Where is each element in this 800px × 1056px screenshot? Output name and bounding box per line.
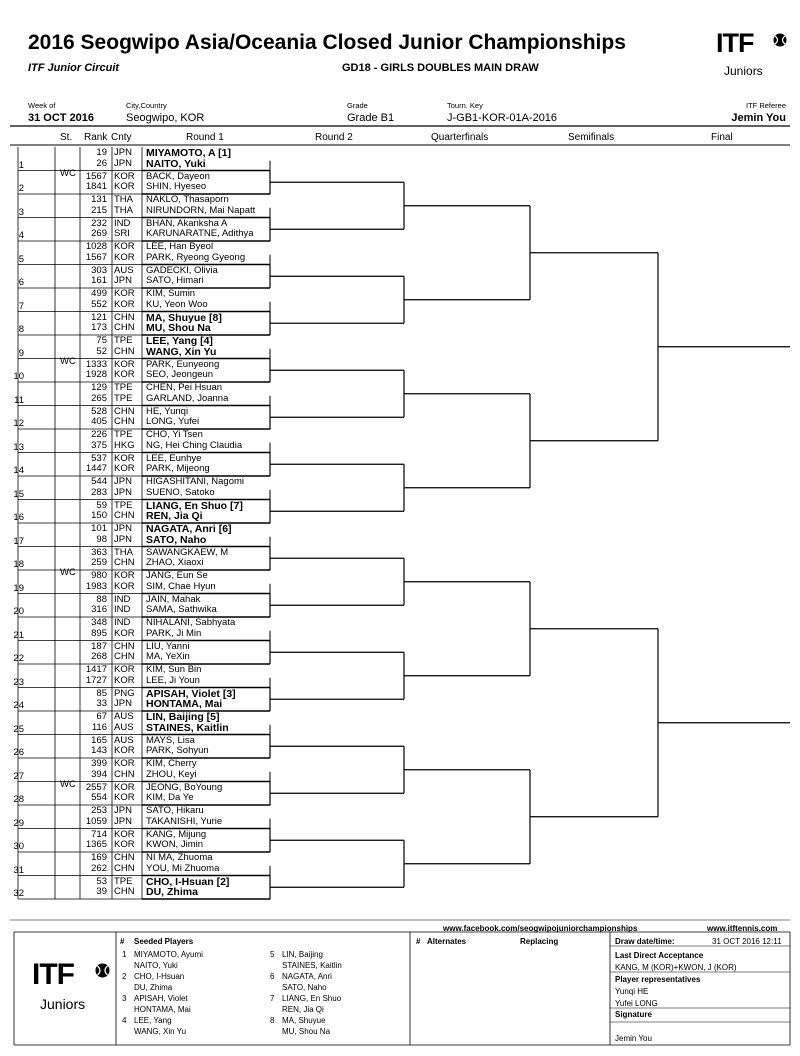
player-rank: 129 [91, 382, 107, 393]
player-name: SATO, Hikaru [146, 805, 204, 816]
player-rank: 226 [91, 429, 107, 440]
player-country: IND [114, 604, 131, 615]
player-name: PARK, Sohyun [146, 745, 209, 756]
player-rank: 169 [91, 852, 107, 863]
player-rank: 116 [91, 721, 107, 733]
col-qf: Quarterfinals [431, 132, 489, 143]
city-label: City,Country [126, 101, 167, 110]
player-rank: 187 [91, 640, 107, 652]
referee-label: ITF Referee [745, 101, 786, 110]
week-of-label: Week of [28, 101, 56, 110]
player-country: JPN [114, 805, 132, 816]
player-name: REN, Jia Qi [146, 510, 203, 522]
player-name: SAMA, Sathwika [146, 604, 217, 615]
player-rank: 265 [91, 392, 107, 404]
player-country: CHN [114, 768, 135, 780]
player-rank: 544 [91, 476, 107, 487]
player-country: CHN [114, 405, 135, 417]
player-name: LEE, Han Byeol [146, 241, 214, 252]
player-country: KOR [114, 570, 135, 581]
player-name: NIRUNDORN, Mai Napatt [146, 204, 256, 216]
player-name: JAIN, Mahak [146, 593, 201, 605]
player-country: IND [114, 217, 131, 229]
player-country: JPN [114, 815, 132, 827]
player-rank: 1447 [85, 463, 107, 474]
player-rank: 1567 [85, 170, 107, 182]
entry-status: WC [60, 778, 76, 790]
entry-number: 25 [13, 723, 24, 735]
player-name: CHO, I-Hsuan [2] [146, 875, 230, 888]
grade-value: Grade B1 [347, 112, 395, 124]
player-rank: 143 [91, 745, 107, 756]
player-rank: 348 [91, 617, 107, 628]
alternates-label: Alternates [427, 937, 467, 946]
seed-player-a: LIN, Baijing [282, 950, 323, 959]
seed-player-b: WANG, Xin Yu [134, 1027, 187, 1036]
player-name: JANG, Eun Se [146, 570, 208, 581]
player-name: TAKANISHI, Yurie [146, 815, 223, 827]
player-country: AUS [114, 711, 134, 722]
player-rank: 101 [91, 523, 107, 534]
player-name: WANG, Xin Yu [146, 345, 217, 358]
entry-number: 13 [13, 441, 24, 453]
player-country: JPN [114, 147, 132, 158]
player-name: ZHOU, Keyi [146, 768, 197, 780]
player-name: MA, YeXin [146, 651, 190, 662]
entry-number: 30 [13, 841, 24, 852]
city-value: Seogwipo, KOR [126, 112, 205, 124]
player-rank: 1727 [85, 674, 107, 686]
entry-number: 32 [13, 888, 24, 899]
player-country: JPN [114, 486, 132, 498]
player-rank: 895 [91, 627, 107, 639]
player-rank: 121 [91, 311, 107, 323]
player-country: TPE [114, 382, 133, 393]
entry-number: 11 [14, 394, 24, 406]
entry-status: WC [60, 167, 76, 179]
seeded-label: Seeded Players [134, 937, 194, 946]
player-name: KARUNARATNE, Adithya [146, 228, 254, 239]
player-name: KU, Yeon Woo [146, 298, 208, 310]
player-name: HIGASHITANI, Nagomi [146, 476, 245, 487]
col-cnty: Cnty [111, 132, 132, 143]
player-rank: 19 [96, 147, 107, 158]
player-rank: 537 [91, 452, 107, 464]
entry-number: 28 [13, 794, 24, 805]
player-country: KOR [114, 580, 135, 592]
entry-status: WC [60, 567, 76, 578]
entry-number: 24 [13, 700, 24, 711]
facebook-link[interactable]: www.facebook.com/seogwipojuniorchampionships [443, 924, 638, 933]
tourn-key-value: J-GB1-KOR-01A-2016 [447, 112, 558, 124]
player-name: LEE, Eunhye [146, 452, 202, 464]
footer-itf-logo [32, 958, 112, 1018]
player-country: AUS [114, 721, 134, 733]
entry-status: WC [60, 355, 76, 367]
player-rank: 39 [96, 886, 107, 897]
player-name: SEO, Jeongeun [146, 369, 214, 380]
player-country: TPE [114, 499, 133, 511]
page-title: 2016 Seogwipo Asia/Oceania Closed Junior Championships [28, 31, 626, 54]
player-country: CHN [114, 322, 135, 333]
player-country: KOR [114, 839, 135, 850]
player-rank: 85 [96, 687, 107, 699]
player-country: KOR [114, 251, 135, 263]
player-name: MAYS, Lisa [146, 734, 195, 746]
player-country: CHN [114, 640, 135, 652]
lda-label: Last Direct Acceptance [615, 951, 704, 960]
col-st: St. [60, 132, 73, 143]
player-name: JEONG, BoYoung [146, 781, 223, 793]
entry-number: 19 [13, 582, 24, 594]
seed-player-a: LEE, Yang [134, 1016, 172, 1025]
player-name: STAINES, Kaitlin [146, 721, 229, 734]
entry-number: 14 [13, 465, 24, 476]
player-country: JPN [114, 275, 132, 286]
player-name: SAWANGKAEW, M [146, 546, 229, 558]
seed-number: 2 [122, 972, 127, 981]
footer-tennis-ball-icon [94, 962, 111, 979]
player-name: KIM, Sumin [146, 288, 196, 299]
player-rank: 33 [96, 698, 107, 709]
seed-player-a: LIANG, En Shuo [282, 994, 342, 1003]
seed-player-a: CHO, I-Hsuan [134, 972, 185, 981]
player-name: MU, Shou Na [146, 322, 211, 334]
player-rank: 375 [91, 439, 107, 451]
entry-number: 5 [18, 253, 24, 265]
seed-number: 4 [122, 1016, 127, 1025]
player-country: KOR [114, 745, 135, 756]
player-rank: 552 [91, 298, 107, 310]
player-country: THA [114, 194, 133, 205]
player-country: CHN [114, 886, 135, 897]
seed-player-b: DU, Zhima [134, 983, 173, 992]
player-name: BACK, Dayeon [146, 170, 210, 182]
player-country: KOR [114, 241, 135, 252]
player-country: KOR [114, 664, 135, 675]
player-country: TPE [114, 392, 133, 404]
seed-number: 7 [270, 994, 275, 1003]
entry-number: 12 [13, 418, 24, 429]
player-country: JPN [114, 533, 132, 545]
player-name: HONTAMA, Mai [146, 698, 223, 710]
seed-player-a: MA, Shuyue [282, 1016, 326, 1025]
player-rank: 303 [91, 264, 107, 276]
entry-number: 3 [18, 206, 24, 218]
seed-player-a: NAGATA, Anri [282, 972, 332, 981]
player-name: GADECKI, Olivia [146, 264, 218, 276]
player-name: SIM, Chae Hyun [146, 580, 216, 592]
player-country: IND [114, 593, 131, 605]
col-rank: Rank [84, 132, 108, 143]
player-country: JPN [114, 476, 132, 487]
player-rank: 1983 [85, 580, 107, 592]
player-country: AUS [114, 264, 134, 276]
player-rank: 59 [96, 499, 107, 511]
seed-player-b: SATO, Naho [282, 983, 327, 992]
seed-number: 1 [122, 950, 127, 959]
draw-name: GD18 - GIRLS DOUBLES MAIN DRAW [342, 62, 539, 74]
signature-label: Signature [615, 1010, 652, 1019]
rep-2: Yufei LONG [615, 999, 658, 1008]
player-country: CHN [114, 862, 135, 874]
entry-number: 22 [13, 653, 24, 664]
player-country: CHN [114, 311, 135, 323]
player-name: LONG, Yufei [146, 416, 200, 427]
entry-number: 17 [13, 535, 24, 547]
player-name: NAKLO, Thasaporn [146, 194, 229, 205]
entry-number: 9 [18, 347, 24, 359]
player-country: KOR [114, 674, 135, 686]
seed-number: 6 [270, 972, 275, 981]
entry-number: 31 [13, 864, 24, 876]
entry-number: 29 [13, 817, 24, 829]
player-rank: 394 [91, 768, 107, 780]
player-country: SRI [114, 228, 130, 239]
circuit-label: ITF Junior Circuit [28, 62, 120, 74]
player-rank: 554 [91, 792, 107, 803]
signature-value: Jemin You [615, 1034, 652, 1043]
player-name: CHEN, Pei Hsuan [146, 382, 223, 393]
entry-number: 23 [13, 676, 24, 688]
player-country: KOR [114, 781, 135, 793]
player-rank: 1841 [85, 181, 107, 192]
seed-player-a: APISAH, Violet [134, 994, 188, 1003]
player-name: LIU, Yanni [146, 640, 190, 652]
player-name: SATO, Naho [146, 533, 207, 546]
entry-number: 21 [13, 629, 24, 641]
player-name: NAGATA, Anri [6] [146, 523, 232, 535]
player-name: NI MA, Zhuoma [146, 852, 213, 863]
player-rank: 262 [91, 862, 107, 874]
player-rank: 1567 [85, 251, 107, 263]
player-rank: 67 [96, 711, 107, 722]
player-name: LIN, Baijing [5] [146, 711, 220, 723]
player-rank: 98 [96, 533, 107, 545]
player-rank: 150 [91, 510, 107, 521]
footer-itf-logo-text: ITF [32, 958, 74, 991]
player-name: PARK, Ryeong Gyeong [146, 251, 246, 263]
tourn-key-label: Tourn. Key [447, 101, 483, 110]
player-country: CHN [114, 416, 135, 427]
player-rank: 1928 [85, 369, 107, 380]
player-country: KOR [114, 452, 135, 464]
player-country: TPE [114, 875, 133, 887]
week-of-value: 31 OCT 2016 [28, 112, 95, 124]
player-name: PARK, Ji Min [146, 627, 202, 639]
entry-number: 6 [18, 277, 24, 288]
player-name: NAITO, Yuki [146, 157, 206, 170]
player-name: SATO, Himari [146, 275, 204, 286]
player-country: KOR [114, 627, 135, 639]
player-name: KIM, Da Ye [146, 792, 194, 803]
entry-number: 10 [13, 371, 24, 382]
player-rank: 215 [91, 204, 107, 216]
footer-itf-logo-sub: Juniors [40, 996, 86, 1012]
player-rank: 528 [91, 405, 107, 417]
player-rank: 316 [91, 604, 107, 615]
player-name: GARLAND, Joanna [146, 392, 229, 404]
rep-1: Yunqi HE [615, 987, 649, 996]
player-name: MA, Shuyue [8] [146, 311, 222, 324]
player-name: KWON, Jimin [146, 839, 203, 850]
player-rank: 26 [96, 157, 107, 169]
player-name: SHIN, Hyeseo [146, 181, 207, 192]
seed-player-b: HONTAMA, Mai [134, 1005, 191, 1014]
player-rank: 232 [91, 217, 107, 229]
player-country: CHN [114, 510, 135, 521]
player-name: YOU, Mi Zhuoma [146, 862, 220, 874]
player-country: CHN [114, 557, 135, 568]
player-country: KOR [114, 758, 135, 769]
player-name: PARK, Mijeong [146, 463, 210, 474]
player-country: CHN [114, 852, 135, 863]
player-rank: 165 [91, 734, 107, 746]
player-rank: 53 [96, 875, 107, 887]
entry-number: 8 [18, 324, 24, 335]
player-country: KOR [114, 288, 135, 299]
player-rank: 1365 [85, 839, 107, 850]
seed-player-b: REN, Jia Qi [282, 1005, 324, 1014]
website-link[interactable]: www.itftennis.com [707, 924, 778, 933]
player-country: CHN [114, 651, 135, 662]
player-rank: 1417 [85, 664, 107, 675]
player-name: APISAH, Violet [3] [146, 687, 236, 700]
player-name: NIHALANI, Sabhyata [146, 617, 236, 628]
player-rank: 52 [96, 345, 107, 357]
player-country: THA [114, 546, 133, 558]
itf-logo-sub: Juniors [724, 64, 763, 78]
player-country: JPN [114, 157, 132, 169]
seed-number: 3 [122, 994, 127, 1003]
entry-number: 2 [18, 183, 24, 194]
player-country: JPN [114, 698, 132, 709]
player-country: IND [114, 617, 131, 628]
grade-label: Grade [347, 101, 368, 110]
player-rank: 1333 [85, 358, 107, 370]
col-final: Final [711, 132, 733, 143]
player-country: KOR [114, 463, 135, 474]
player-country: KOR [114, 181, 135, 192]
player-rank: 1028 [85, 241, 107, 252]
entry-number: 15 [13, 488, 24, 500]
seeded-hash: # [120, 937, 125, 946]
player-rank: 253 [91, 805, 107, 816]
entry-number: 4 [18, 230, 24, 241]
replacing-label: Replacing [520, 937, 559, 946]
reps-label: Player representatives [615, 975, 701, 984]
col-round1: Round 1 [186, 132, 224, 143]
player-rank: 405 [91, 416, 107, 427]
player-country: KOR [114, 170, 135, 182]
lda-value: KANG, M (KOR)+KWON, J (KOR) [615, 963, 737, 972]
player-name: MIYAMOTO, A [1] [146, 147, 231, 159]
player-name: PARK, Eunyeong [146, 358, 220, 370]
player-name: KIM, Cherry [146, 758, 197, 769]
entry-number: 18 [13, 559, 24, 570]
player-rank: 283 [91, 486, 107, 498]
player-country: TPE [114, 429, 133, 440]
player-name: ZHAO, Xiaoxi [146, 557, 204, 568]
player-rank: 714 [91, 828, 107, 840]
player-country: THA [114, 204, 133, 216]
player-country: KOR [114, 358, 135, 370]
seed-player-b: NAITO, Yuki [134, 961, 178, 970]
col-sf: Semifinals [568, 132, 615, 143]
entry-number: 1 [18, 159, 24, 171]
entry-number: 16 [13, 512, 24, 523]
player-name: SUENO, Satoko [146, 486, 215, 498]
seed-number: 8 [270, 1016, 275, 1025]
player-rank: 499 [91, 288, 107, 299]
player-name: CHO, Yi Tsen [146, 429, 203, 440]
seed-player-b: STAINES, Kaitlin [282, 961, 342, 970]
player-rank: 1059 [85, 815, 107, 827]
itf-logo-text: ITF [716, 28, 754, 58]
seed-player-a: MIYAMOTO, Ayumi [134, 950, 203, 959]
player-rank: 75 [96, 335, 107, 346]
draw-date-label: Draw date/time: [615, 937, 675, 946]
draw-date-value: 31 OCT 2016 12:11 [712, 937, 782, 946]
entry-number: 7 [18, 300, 24, 312]
player-rank: 268 [91, 651, 107, 662]
seed-player-b: MU, Shou Na [282, 1027, 331, 1036]
player-country: AUS [114, 734, 134, 746]
player-country: KOR [114, 369, 135, 380]
player-country: TPE [114, 335, 133, 346]
player-rank: 88 [96, 593, 107, 605]
player-name: LEE, Yang [4] [146, 335, 213, 347]
seed-number: 5 [270, 950, 275, 959]
player-country: KOR [114, 828, 135, 840]
player-country: KOR [114, 298, 135, 310]
entry-number: 20 [13, 606, 24, 617]
entry-number: 26 [13, 747, 24, 758]
alternates-hash: # [416, 937, 421, 946]
player-country: CHN [114, 345, 135, 357]
player-name: HE, Yunqi [146, 405, 189, 417]
player-name: LEE, Ji Youn [146, 674, 200, 686]
referee-value: Jemin You [731, 112, 786, 124]
player-rank: 363 [91, 546, 107, 558]
player-name: KANG, Mijung [146, 828, 207, 840]
player-country: JPN [114, 523, 132, 534]
player-name: NG, Hei Ching Claudia [146, 439, 243, 451]
player-name: LIANG, En Shuo [7] [146, 499, 243, 512]
player-rank: 259 [91, 557, 107, 568]
player-name: BHAN, Akanksha A [146, 217, 228, 229]
entry-number: 27 [13, 770, 24, 782]
player-rank: 161 [91, 275, 107, 286]
player-rank: 399 [91, 758, 107, 769]
player-country: PNG [114, 687, 135, 699]
player-rank: 131 [91, 194, 107, 205]
player-rank: 2557 [85, 781, 107, 793]
player-rank: 173 [91, 322, 107, 333]
player-country: KOR [114, 792, 135, 803]
col-round2: Round 2 [315, 132, 353, 143]
player-rank: 980 [91, 570, 107, 581]
player-name: KIM, Sun Bin [146, 664, 202, 675]
player-country: HKG [114, 439, 135, 451]
player-name: DU, Zhima [146, 886, 198, 898]
player-rank: 269 [91, 228, 107, 239]
